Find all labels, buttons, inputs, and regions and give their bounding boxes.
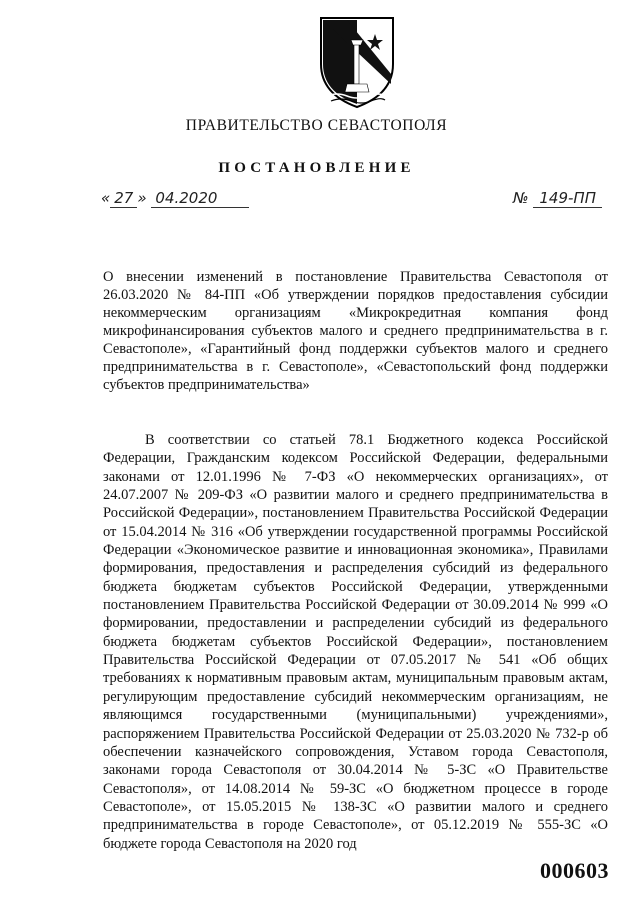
date-month-year: 04.2020: [151, 189, 249, 208]
document-type-heading: ПОСТАНОВЛЕНИЕ: [218, 160, 415, 176]
decree-subject: О внесении изменений в постановление Правительства Севастополя от 26.03.2020 № 84-ПП «Об утверждении порядков предоставления субсидии некоммерческим организациям «Микрокредитная компания фонд микрофинансирования субъектов малого и среднего предпринимательства в г. Севастополе», «Гарантийный фонд поддержки субъектов малого и среднего предпринимательства в г. Севастополе», «Севастопольский фонд поддержки субъектов предпринимательства»: [103, 269, 608, 393]
date-close-quote: »: [137, 189, 147, 207]
coat-of-arms-emblem: [317, 14, 397, 110]
decree-number: [513, 189, 602, 208]
date-open-quote: «: [101, 189, 111, 207]
date-day: 27: [110, 189, 137, 208]
decree-body-paragraph: В соответствии со статьей 78.1 Бюджетного кодекса Российской Федерации, Гражданским кодексом Российской Федерации, федеральными законами от 12.01.1996 № 7-ФЗ «О некоммерческих организациях», от 24.07.2007 № 209-ФЗ «О развитии малого и среднего предпринимательства в Российской Федерации», постановлением Правительства Российской Федерации от 15.04.2014 № 316 «Об утверждении государственной программы Российской Федерации «Экономическое развитие и инновационная экономика», Правилами формирования, предоставления и распределения субсидий из федерального бюджета бюджетам субъектов Российской Федерации, утвержденными постановлением Правительства Российской Федерации от 30.09.2014 № 999 «О формировании, предоставлении и распределении субсидий из федерального бюджета бюджетам субъектов Российской Федерации», постановлением Правительства Российской Федерации от 07.05.2017 № 541 «Об общих требованиях к нормативным правовым актам, муниципальным правовым актам, регулирующим предоставление субсидий некоммерческим организациям, не являющимся государственными (муниципальными) учреждениями», распоряжением Правительства Российской Федерации от 25.03.2020 № 732-р об обеспечении казначейского сопровождения, Уставом города Севастополя, законами города Севастополя от 30.04.2014 № 5-ЗС «О Правительстве Севастополя», от 14.08.2014 № 59-ЗС «О бюджетном процессе в городе Севастополе», от 15.05.2015 № 138-ЗС «О развитии малого и среднего предпринимательства в городе Севастополе», от 05.12.2019 № 555-ЗС «О бюджете города Севастополя на 2020 год: [103, 432, 608, 852]
decree-date: [101, 189, 249, 208]
number-prefix: №: [513, 189, 529, 207]
serial-number: 000603: [540, 858, 609, 883]
government-title: ПРАВИТЕЛЬСТВО СЕВАСТОПОЛЯ: [185, 117, 448, 134]
number-value: 149-ПП: [533, 189, 602, 208]
